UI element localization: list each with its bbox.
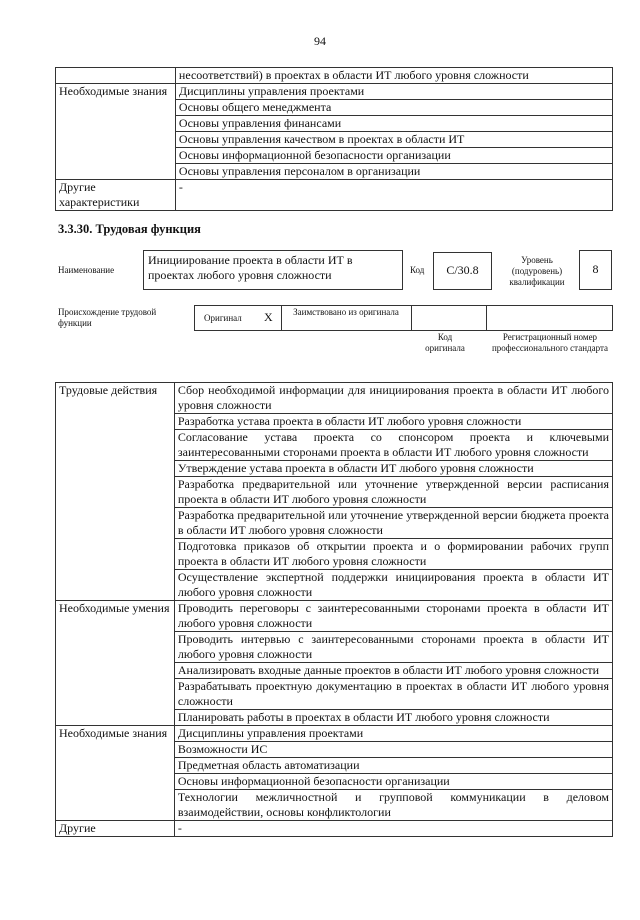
knowledge-item: Дисциплины управления проектами bbox=[175, 84, 612, 100]
code-box bbox=[433, 252, 492, 290]
action-item: Разработка устава проекта в области ИТ любого уровня сложности bbox=[174, 414, 612, 430]
action-item: Разработка предварительной или уточнение утвержденной версии расписания проекта в области ИТ любого уровня сложности bbox=[174, 477, 612, 508]
original-code-label: Код оригинала bbox=[425, 332, 465, 353]
other-label: Другие характеристики bbox=[56, 180, 176, 211]
skill-item: Анализировать входные данные проектов в области ИТ любого уровня сложности bbox=[174, 663, 612, 679]
knowledge-item: Основы общего менеджмента bbox=[175, 100, 612, 116]
knowledge-item: Основы информационной безопасности организации bbox=[175, 148, 612, 164]
level-box bbox=[579, 250, 612, 290]
reg-number-label: Регистрационный номер профессионального стандарта bbox=[491, 332, 609, 353]
knowledge-item: Предметная область автоматизации bbox=[174, 758, 612, 774]
knowledge-item: Основы информационной безопасности организации bbox=[174, 774, 612, 790]
action-item: Разработка предварительной или уточнение утвержденной версии бюджета проекта в области ИТ любого уровня сложности bbox=[174, 508, 612, 539]
origin-box bbox=[194, 305, 613, 331]
other-value: - bbox=[174, 821, 612, 837]
level-label: Уровень (подуровень) квалификации bbox=[509, 255, 565, 287]
actions-label: Трудовые действия bbox=[56, 383, 175, 601]
section-title: 3.3.30. Трудовая функция bbox=[58, 222, 201, 236]
other-value: - bbox=[175, 180, 612, 211]
action-item: Утверждение устава проекта в области ИТ любого уровня сложности bbox=[174, 461, 612, 477]
origin-label: Происхождение трудовой функции bbox=[58, 307, 157, 328]
original-label: Оригинал bbox=[204, 313, 242, 323]
continued-row: несоответствий) в проектах в области ИТ любого уровня сложности bbox=[175, 68, 612, 84]
skill-item: Проводить переговоры с заинтересованными сторонами проекта в области ИТ любого уровня сложности bbox=[174, 601, 612, 632]
name-label: Наименование bbox=[58, 265, 115, 275]
main-table bbox=[55, 382, 613, 837]
code-value: C/30.8 bbox=[446, 263, 479, 277]
knowledge-item: Основы управления качеством в проектах в области ИТ bbox=[175, 132, 612, 148]
knowledge-label: Необходимые знания bbox=[56, 84, 176, 180]
page-number: 94 bbox=[314, 34, 326, 48]
other-label: Другие bbox=[56, 821, 175, 837]
name-value: Инициирование проекта в области ИТ в проектах любого уровня сложности bbox=[148, 253, 353, 282]
knowledge-item: Технологии межличностной и групповой коммуникации в деловом взаимодействии, основы конфликтологии bbox=[174, 790, 612, 821]
action-item: Осуществление экспертной поддержки инициирования проекта в области ИТ любого уровня сложности bbox=[174, 570, 612, 601]
skill-item: Планировать работы в проектах в области ИТ любого уровня сложности bbox=[174, 710, 612, 726]
action-item: Согласование устава проекта со спонсором проекта и ключевыми заинтересованными сторонами проекта в области ИТ любого уровня сложности bbox=[174, 430, 612, 461]
knowledge-item: Дисциплины управления проектами bbox=[174, 726, 612, 742]
skills-label: Необходимые умения bbox=[56, 601, 175, 726]
action-item: Подготовка приказов об открытии проекта и о формировании рабочих групп проекта в области ИТ любого уровня сложности bbox=[174, 539, 612, 570]
knowledge-item: Основы управления персоналом в организации bbox=[175, 164, 612, 180]
level-value: 8 bbox=[592, 262, 599, 276]
top-table bbox=[55, 67, 613, 211]
knowledge-item: Возможности ИС bbox=[174, 742, 612, 758]
skill-item: Проводить интервью с заинтересованными сторонами проекта в области ИТ любого уровня сложности bbox=[174, 632, 612, 663]
skill-item: Разрабатывать проектную документацию в проектах в области ИТ любого уровня сложности bbox=[174, 679, 612, 710]
original-mark: X bbox=[264, 310, 273, 324]
name-box bbox=[143, 250, 403, 290]
knowledge-label: Необходимые знания bbox=[56, 726, 175, 821]
code-label: Код bbox=[410, 265, 425, 275]
knowledge-item: Основы управления финансами bbox=[175, 116, 612, 132]
borrowed-label: Заимствовано из оригинала bbox=[293, 307, 399, 317]
action-item: Сбор необходимой информации для инициирования проекта в области ИТ любого уровня сложности bbox=[174, 383, 612, 414]
